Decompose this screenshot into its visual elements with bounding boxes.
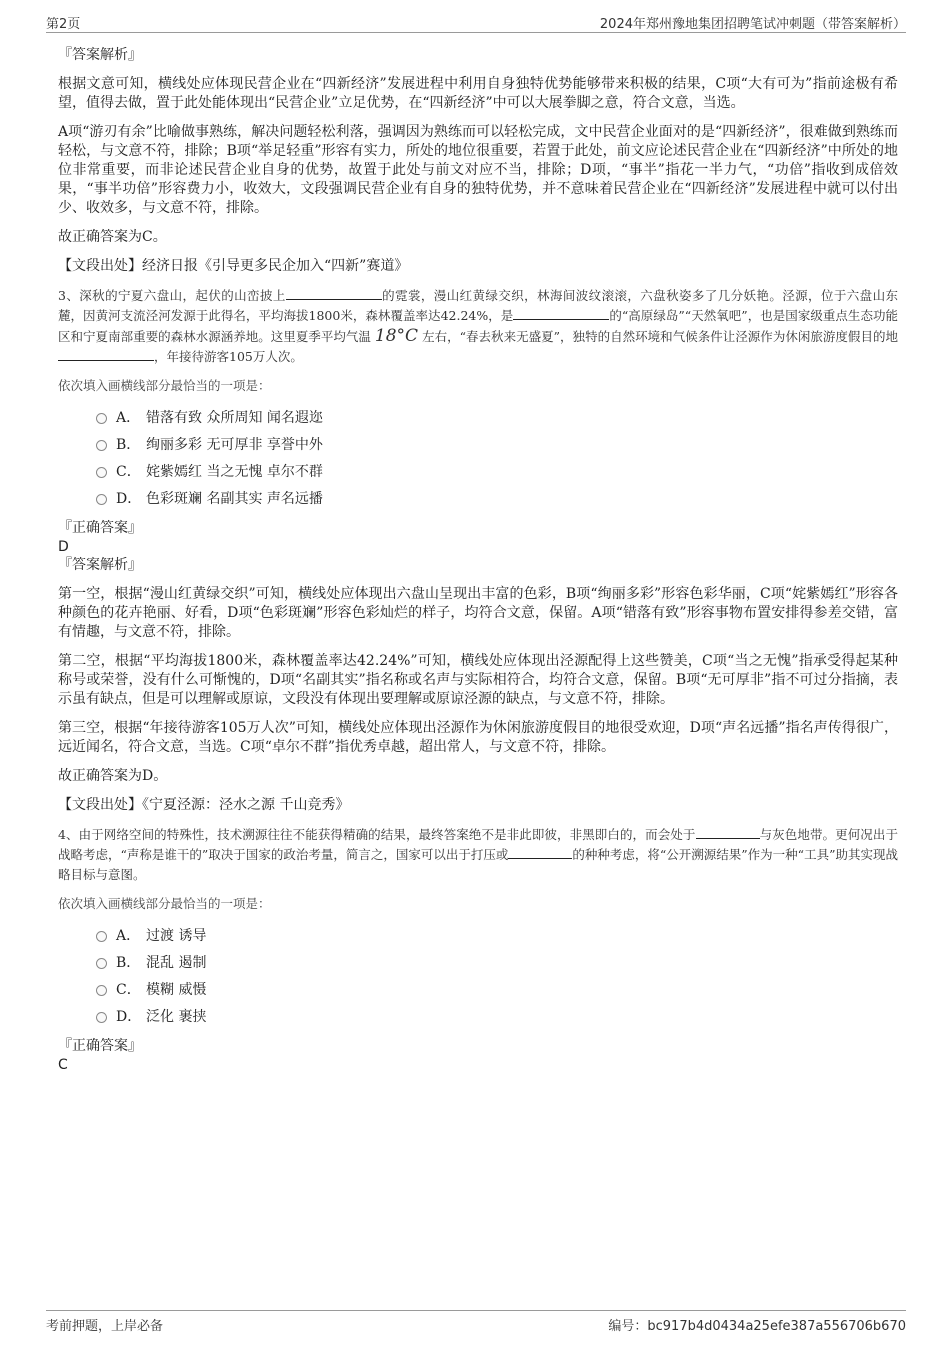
- q3-options: [58, 405, 898, 513]
- q2-analysis-label: 『答案解析』: [58, 47, 142, 63]
- q3-option-d[interactable]: D． 色彩斑斓 名副其实 声名远播: [96, 486, 898, 513]
- page-number: 第2页: [46, 17, 81, 32]
- document-title: 2024年郑州豫地集团招聘笔试冲刺题（带答案解析）: [599, 17, 906, 32]
- q4-instruction: 依次填入画横线部分最恰当的一项是：: [58, 896, 271, 911]
- q3-analysis-para3: 第三空，根据“年接待游客105万人次”可知，横线处应体现出泾源作为休闲旅游度假目的地很受欢迎，D项“声名远播”指名声传得很广，远近闻名，符合文意，当选。C项“卓尔不群”指优秀卓越，超出常人，与文意不符，排除。: [58, 720, 898, 755]
- radio-icon[interactable]: [96, 958, 107, 969]
- q3-analysis-label: 『答案解析』: [58, 557, 142, 573]
- q3-conclusion: 故正确答案为D。: [58, 768, 168, 784]
- q4-answer-label: 『正确答案』: [58, 1038, 142, 1054]
- q4-options: [58, 923, 898, 1031]
- q3-analysis-para1: 第一空，根据“漫山红黄绿交织”可知，横线处应体现出六盘山呈现出丰富的色彩，B项“绚丽多彩”形容色彩华丽，C项“姹紫嫣红”形容各种颜色的花卉艳丽、好看，D项“色彩斑斓”形容色彩灿烂的样子，均符合文意，保留。A项“错落有致”形容事物布置安排得参差交错，富有情趣，与文意不符，排除。: [58, 586, 898, 640]
- q3-stem: 3、深秋的宁夏六盘山，起伏的山峦披上 的霓裳，漫山红黄绿交织，林海间波纹滚滚，六盘秋姿多了几分妖艳。泾源，位于六盘山东麓，因黄河支流泾河发源于此得名，平均海拔1800米，森林覆盖率达42.24%，是 的“高原绿岛”“天然氧吧”，也是国家级重点生态功能区和宁夏南部重要的森林水源涵养地。这里夏季平均气温 18°C 左右，“春去秋来无盛夏”，独特的自然环境和气候条件让泾源作为休闲旅游度假目的地，年接待游客105万人次。: [58, 288, 898, 364]
- radio-icon[interactable]: [96, 985, 107, 996]
- document-code: 编号：bc917b4d0434a25efe387a556706b670: [608, 1319, 906, 1334]
- blank-2: [513, 307, 609, 320]
- q4-answer: C: [58, 1057, 68, 1073]
- q3-answer-label: 『正确答案』: [58, 520, 142, 536]
- radio-icon[interactable]: [96, 413, 107, 424]
- radio-icon[interactable]: [96, 931, 107, 942]
- q3-option-c[interactable]: C． 姹紫嫣红 当之无愧 卓尔不群: [96, 459, 898, 486]
- blank-1: [696, 826, 760, 839]
- q2-source: 【文段出处】经济日报《引导更多民企加入“四新”赛道》: [58, 258, 409, 274]
- q3-option-b[interactable]: B． 绚丽多彩 无可厚非 享誉中外: [96, 432, 898, 459]
- q2-analysis-para1: 根据文意可知，横线处应体现民营企业在“四新经济”发展进程中利用自身独特优势能够带来积极的结果，C项“大有可为”指前途极有希望，值得去做，置于此处能体现出“民营企业”立足优势，在“四新经济”中可以大展拳脚之意，符合文意，当选。: [58, 76, 898, 111]
- q3-answer: D: [58, 539, 69, 555]
- footer-slogan: 考前押题，上岸必备: [46, 1319, 164, 1334]
- q3-source: 【文段出处】《宁夏泾源：泾水之源 千山竞秀》: [58, 797, 350, 813]
- q4-option-b[interactable]: B． 混乱 遏制: [96, 950, 898, 977]
- blank-3: [58, 348, 154, 361]
- radio-icon[interactable]: [96, 1012, 107, 1023]
- q3-instruction: 依次填入画横线部分最恰当的一项是：: [58, 378, 271, 393]
- blank-2: [508, 846, 572, 859]
- q2-analysis-para2: A项“游刃有余”比喻做事熟练，解决问题轻松利落，强调因为熟练而可以轻松完成，文中民营企业面对的是“四新经济”，很难做到熟练而轻松，与文意不符，排除；B项“举足轻重”形容有实力，所处的地位很重要，若置于此处，前文应论述民营企业在“四新经济”中所处的地位非常重要，而非论述民营企业自身的优势，故置于此处与前文对应不当，排除；D项，“事半”指花一半力气，“功倍”指收到成倍效果，“事半功倍”形容费力小，收效大，文段强调民营企业有自身的独特优势，并不意味着民营企业在“四新经济”发展进程中就可以付出少、收效多，与文意不符，排除。: [58, 124, 898, 216]
- page-footer: [46, 1310, 906, 1334]
- radio-icon[interactable]: [96, 494, 107, 505]
- q2-conclusion: 故正确答案为C。: [58, 229, 167, 245]
- q4-option-c[interactable]: C． 模糊 威慑: [96, 977, 898, 1004]
- q4-option-a[interactable]: A． 过渡 诱导: [96, 923, 898, 950]
- radio-icon[interactable]: [96, 467, 107, 478]
- radio-icon[interactable]: [96, 440, 107, 451]
- q3-option-a[interactable]: A． 错落有致 众所周知 闻名遐迩: [96, 405, 898, 432]
- temperature-value: 18°C: [374, 326, 419, 346]
- q3-analysis-para2: 第二空，根据“平均海拔1800米，森林覆盖率达42.24%”可知，横线处应体现出泾源配得上这些赞美，C项“当之无愧”指承受得起某种称号或荣誉，没有什么可惭愧的，D项“名副其实”指名称或名声与实际相符合，均符合文意，保留。B项“无可厚非”指不可过分指摘，表示虽有缺点，但是可以理解或原谅，文段没有体现出要理解或原谅泾源的缺点，与文意不符，排除。: [58, 653, 898, 707]
- q4-stem: 4、由于网络空间的特殊性，技术溯源往往不能获得精确的结果，最终答案绝不是非此即彼，非黑即白的，而会处于 与灰色地带。更何况出于战略考虑，“声称是谁干的”取决于国家的政治考量，简言之，国家可以出于打压或 的种种考虑，将“公开溯源结果”作为一种“工具”助其实现战略目标与意图。: [58, 827, 898, 882]
- page-header: [46, 10, 906, 33]
- q4-option-d[interactable]: D． 泛化 裹挟: [96, 1004, 898, 1031]
- blank-1: [286, 287, 382, 300]
- main-content: [58, 46, 898, 1074]
